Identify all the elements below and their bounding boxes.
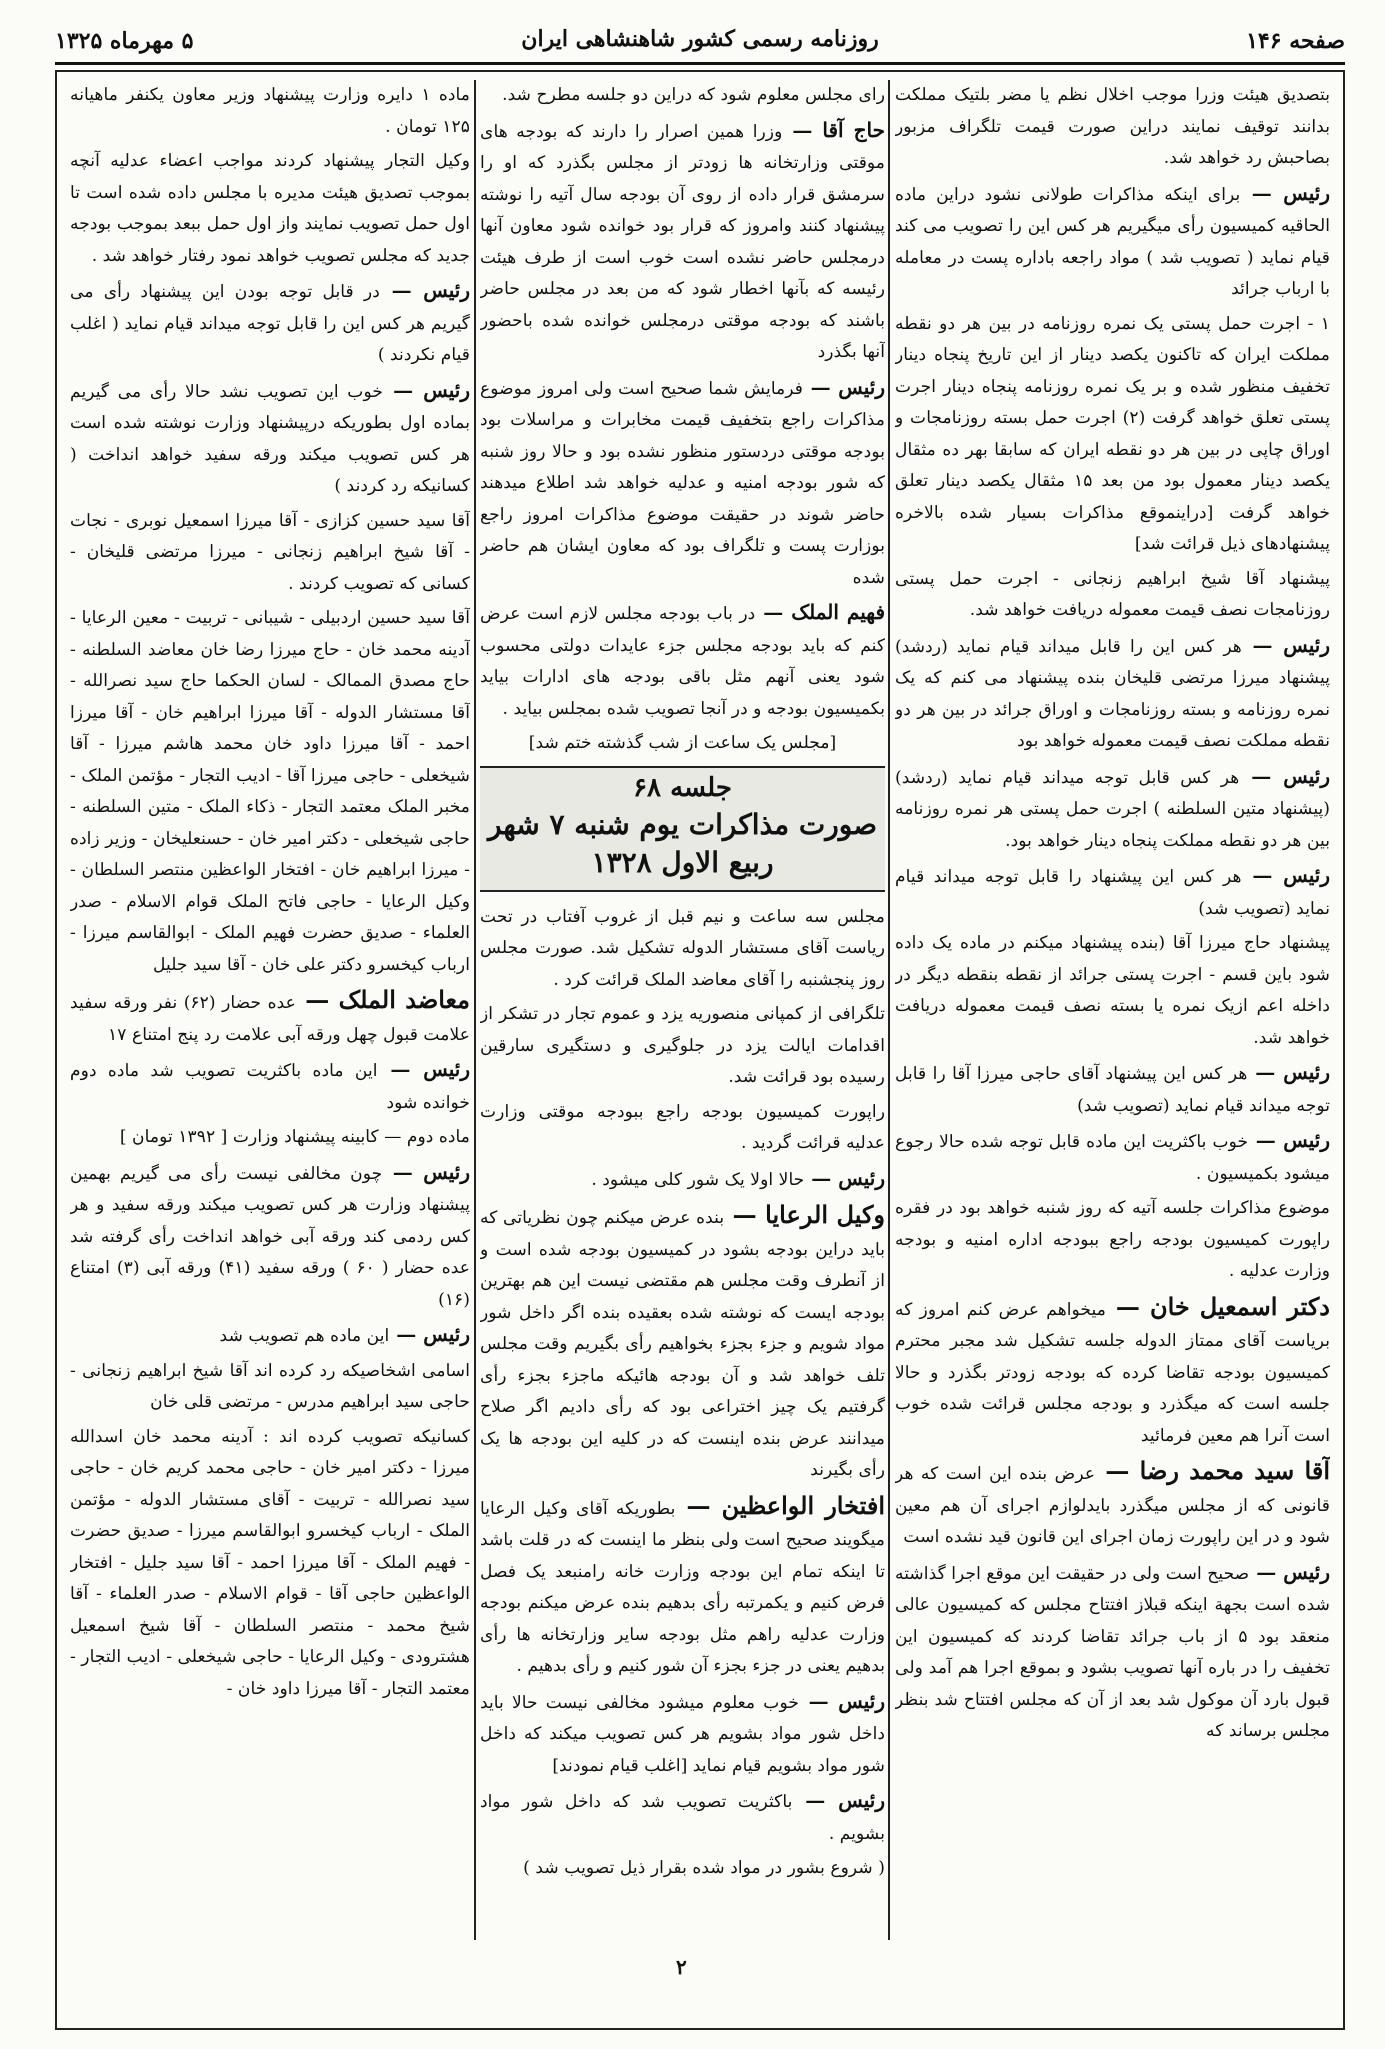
speaker-name: رئیس — <box>792 1788 885 1812</box>
paragraph-text: وزرا همین اصرار را دارند که بودجه های موقتی وزارتخانه ها زودتر از مجلس بگذرد که او را سرمشق قرار داده از روی آن بودجه سال آتیه را نوشته پیشنهاد کنند وامروز که قرار بود خوانده شود معاون آنها درمجلس حاضر نشده است خوب است از طرف هیئت رئیسه که بآنها اخطار شود که من بعد در مجلس حاضر باشند که بودجه موقتی درمجلس خوانده شده باحضور آنها بگذرد <box>480 121 885 362</box>
paragraph-text: هر کس این پیشنهاد آقای حاجی میرزا آقا را قابل توجه میداند قیام نماید (تصویب شد) <box>895 1064 1330 1116</box>
paragraph <box>895 1291 1330 1453</box>
issue-date: ۵ مهرماه ۱۳۲۵ <box>55 28 194 54</box>
paragraph <box>895 178 1330 306</box>
paragraph <box>480 1490 885 1683</box>
paragraph <box>480 1853 885 1885</box>
paragraph-text: مجلس سه ساعت و نیم قبل از غروب آفتاب در تحت ریاست آقای مستشار الدوله تشکیل شد. صورت مجلس روز پنجشنبه را آقای معاضد الملک قرائت کرد . <box>480 906 885 990</box>
speaker-name: رئیس — <box>379 278 470 302</box>
paragraph <box>895 1193 1330 1288</box>
paragraph-text: تلگرافی از کمپانی منصوریه یزد و عموم تجار در تشکر از اقدامات ایالت یزد در جلوگیری و دستگیری سارقین رسیده بود قرائت شد. <box>480 1004 885 1087</box>
paragraph-text: خوب باکثریت این ماده قابل توجه شده حالا رجوع میشود بکمیسیون . <box>895 1132 1330 1184</box>
speaker-name: رئیس — <box>382 1159 470 1184</box>
paragraph-text: اسامی اشخاصیکه رد کرده اند آقا شیخ ابراهیم زنجانی - حاجی سید ابراهیم مدرس - مرتضی قلی خان <box>70 1360 470 1412</box>
paragraph <box>70 1122 470 1154</box>
paragraph <box>480 1163 885 1197</box>
speaker-name: حاج آقا — <box>782 117 885 142</box>
page-label: صفحه ۱۴۶ <box>1246 28 1345 54</box>
paragraph-text: بطوریکه آقای وکیل الرعایا میگویند صحیح است ولی بنظر ما اینست که در قلت باشد تا اینکه تمام این بودجه وزارت خانه رامنبعد یک فصل فرض کنیم و یکمرتبه رأی بدهیم بنده عرض میکنم بودجه وزارت عدلیه راهم مثل بودجه سایر وزارتخانه ها رأی بدهیم یعنی در جزء بجزء آن شور کنیم و رأی بدهیم . <box>480 1498 885 1676</box>
session-number: جلسه ۶۸ <box>633 772 732 803</box>
paragraph-text: ۱ - اجرت حمل پستی یک نمره روزنامه در بین هر دو نقطه مملکت ایران که تاکنون یکصد دینار از این تاریخ پنجاه دینار تخفیف منظور شده و بر یک نمره روزنامه پنجاه دینار اجرت پستی تعلق خواهد گرفت (۲) اجرت حمل بسته روزنامجات و اوراق چاپی در بین هر دو نقطه ایران که سابقا بهر ده مثقال یکصد دینار معمول بود من بعد ۱۵ مثقال یکصد دینار تعلق خواهد گرفت [دراینموقع مذاکرات بسیار شده بالاخره پیشنهادهای ذیل قرائت شد] <box>895 313 1330 554</box>
speaker-name: رئیس — <box>382 377 470 402</box>
paragraph <box>70 1422 470 1706</box>
paragraph-text: برای اینکه مذاکرات طولانی نشود دراین ماده الحاقیه کمیسیون رأی میگیریم هر کس این را تصویب می کند قیام نماید ( تصویب شد ) مواد راجعه باداره پست در معامله با ارباب جرائد <box>895 184 1330 299</box>
speaker-name: رئیس — <box>389 1322 470 1346</box>
column-divider <box>474 80 476 1940</box>
paragraph-text: میخواهم عرض کنم امروز که بریاست آقای ممتاز الدوله جلسه تشکیل شد مجبر محترم کمیسیون بودجه تقاضا کرده که بودجه زودتر بگذرد و حالا جلسه است که میگذرد و بودجه مجلس قرائت شده خوب است آنرا هم معین فرمائید <box>895 1299 1330 1446</box>
speaker-name: فهیم الملک — <box>755 600 885 624</box>
newspaper-title: روزنامه رسمی کشور شاهنشاهی ایران <box>521 26 879 52</box>
speaker-name: رئیس — <box>377 1057 470 1081</box>
paragraph <box>895 564 1330 627</box>
paragraph-text: این ماده باکثریت تصویب شد ماده دوم خوانده شود <box>70 1061 470 1113</box>
paragraph-text: این ماده هم تصویب شد <box>219 1326 390 1346</box>
paragraph <box>70 1054 470 1119</box>
paragraph-text: در باب بودجه مجلس لازم است عرض کنم که باید بودجه مجلس جزء عایدات دولتی محسوب شود یعنی آنهم مثل باقی بودجه های ادارات بیاید بکمیسیون بودجه و در آنجا تصویب شده بمجلس بیاید . <box>480 604 885 719</box>
paragraph <box>480 1686 885 1783</box>
paragraph-text: چون مخالفی نیست رأی می گیریم بهمین پیشنهاد وزارت هر کس تصویب میکند ورقه سفید و هر کس ردمی کند ورقه آبی خواهد انداخت رأی گرفته شد عده حضار ( ۶۰ ) ورقه سفید (۴۱) ورقه آبی (۳) امتناع (۱۶) <box>70 1163 470 1310</box>
paragraph-text: خوب معلوم میشود مخالفی نیست حالا باید داخل شور مواد بشویم هر کس تصویب میکند که داخل شور مواد بشویم قیام نماید [اغلب قیام نمودند] <box>480 1692 885 1776</box>
speaker-name: رئیس — <box>798 1688 885 1713</box>
paragraph <box>895 309 1330 561</box>
speaker-name: دکتر اسمعیل خان — <box>1105 1291 1330 1321</box>
paragraph <box>70 275 470 372</box>
paragraph <box>895 630 1330 758</box>
paragraph-text: موضوع مذاکرات جلسه آتیه که روز شنبه خواهد بود در فقره راپورت کمیسیون بودجه راجع ببودجه اداره امنیه و بودجه وزارت عدلیه . <box>895 1198 1330 1281</box>
paragraph <box>895 928 1330 1054</box>
speaker-name: آقا سید محمد رضا — <box>1095 1456 1330 1485</box>
speaker-name: رئیس — <box>1239 763 1330 788</box>
paragraph-text: بتصدیق هیئت وزرا موجب اخلال نظم یا مضر بلتیک مملکت بدانند توقیف نمایند دراین صورت قیمت تلگراف مزبور بصاحبش رد خواهد شد. <box>895 85 1330 168</box>
paragraph-text: پیشنهاد آقا شیخ ابراهیم زنجانی - اجرت حمل پستی روزنامجات نصف قیمت معموله دریافت خواهد شد. <box>895 568 1330 620</box>
paragraph <box>480 1199 885 1487</box>
paragraph-text: پیشنهاد حاج میرزا آقا (بنده پیشنهاد میکنم در ماده یک داده شود باین قسم - اجرت پستی جرائد از نقطه بنقطه دیگر در داخله اعم ازیک نمره یا بسته نصف قیمت معموله دریافت خواهد شد. <box>895 933 1330 1048</box>
paragraph-text: فرمایش شما صحیح است ولی امروز موضوع مذاکرات راجع بتخفیف قیمت مخابرات و مراسلات بود بودجه موقتی دردستور منظور نشده بود و حالا روز شنبه که شور بودجه امنیه و عدلیه خواهد شد اطلاع میدهند حاضر شوند در حقیقت موضوع مذاکرات امروز راجع بوزارت پست و تلگراف بود که معاون ایشان هم حاضر شده <box>480 378 885 588</box>
column-center <box>480 80 885 1940</box>
paragraph <box>70 1319 470 1353</box>
paragraph <box>70 146 470 272</box>
paragraph <box>70 506 470 601</box>
paragraph <box>895 1455 1330 1554</box>
paragraph <box>480 115 885 369</box>
paragraph <box>70 80 470 143</box>
paragraph <box>480 80 885 112</box>
session-closing: [مجلس یک ساعت از شب گذشته ختم شد] <box>528 733 837 753</box>
page-header <box>55 20 1345 65</box>
paragraph-text: در قابل توجه بودن این پیشنهاد رأی می گیریم هر کس این را قابل توجه میداند قیام نماید ( اغلب قیام نکردند ) <box>70 282 470 365</box>
paragraph-text: هر کس این پیشنهاد را قابل توجه میداند قیام نماید (تصویب شد) <box>895 867 1330 919</box>
session-title: صورت مذاکرات یوم شنبه ۷ شهر ربیع الاول ۱۳۲۸ <box>487 807 878 879</box>
speaker-name: وکیل الرعایا — <box>724 1200 885 1229</box>
paragraph-text: خوب این تصویب نشد حالا رأی می گیریم بماده اول بطوریکه درپیشنهاد وزارت نوشته شده است هر کس تصویب میکند ورقه سفید خواهد انداخت ( کسانیکه رد کردند ) <box>70 381 470 496</box>
paragraph-text: راپورت کمیسیون بودجه راجع ببودجه موقتی وزارت عدلیه قرائت گردید . <box>480 1101 885 1153</box>
paragraph-text: ( شروع بشور در مواد شده بقرار ذیل تصویب شد ) <box>523 1858 885 1878</box>
column-divider <box>888 80 890 1940</box>
paragraph-text: عده حضار (۶۲) نفر ورقه سفید علامت قبول چهل ورقه آبی علامت رد پنج امتناع ۱۷ <box>70 993 470 1045</box>
speaker-name: افتخار الواعظین — <box>675 1490 885 1520</box>
paragraph-text: هر کس این را قابل میداند قیام نماید (ردشد) پیشنهاد میرزا مرتضی قلیخان بنده پیشنهاد می کنم که یک نمره روزنامه و بسته روزنامجات و اوراق جرائد در بین هر دو نقطه مملکت نصف قیمت معموله خواهد بود <box>895 636 1330 751</box>
speaker-name: رئیس — <box>1241 863 1330 887</box>
paragraph-text: باکثریت تصویب شد که داخل شور مواد بشویم . <box>480 1792 885 1844</box>
paragraph-text: عرض بنده این است که هر قانونی که از مجلس میگذرد بایدلوازم اجرای آن هم معین شود و در این راپورت زمان اجرای این قانون قید نشده است <box>895 1464 1330 1547</box>
paragraph-text: وکیل التجار پیشنهاد کردند مواجب اعضاء عدلیه آنچه بموجب تصدیق هیئت مدیره با مجلس داده شده است تا اول حمل تصویب نمایند واز اول حمل ببعد بموجب بودجه جدید که مجلس تصویب خواهد نمود رفتار خواهد شد . <box>70 151 470 266</box>
paragraph <box>895 80 1330 175</box>
column-left <box>70 80 470 1940</box>
paragraph <box>895 860 1330 925</box>
paragraph-text: حالا اولا یک شور کلی میشود . <box>591 1169 805 1190</box>
paragraph <box>480 372 885 595</box>
speaker-name: رئیس — <box>1241 632 1330 657</box>
paragraph <box>480 1097 885 1160</box>
paragraph-text: بنده عرض میکنم چون نظریاتی که باید دراین بودجه بشود در کمیسیون بودجه شده است و از آنطرف وقت مجلس هم مقتضی نیست این هم بهترین بودجه ایست که نوشته شده بعقیده بنده اگر داخل شور مواد شویم و جزء بجزء بخواهیم رأی بگیریم وقت مجلس تلف خواهد شد و آن بودجه هائیکه ماجزء بجزء رأی گرفتیم یک چیز اختراعی بود که رأی دادیم اگر صلاح میدانند عرض بنده اینست که در کلیه این بودجه ها یک رأی بگیرند <box>480 1208 885 1480</box>
paragraph <box>70 603 470 981</box>
paragraph <box>895 1557 1330 1748</box>
paragraph-text: آقا سید حسین اردبیلی - شیبانی - تربیت - معین الرعایا - آدینه محمد خان - حاج میرزا رضا خان معاضد السلطنه - حاج مصدق الممالک - لسان الحکما حاج سید نصرالله - آقا مستشار الدوله - آقا میرزا ابراهیم خان - آقا میرزا احمد - آقا میرزا داود خان محمد هاشم میرزا - آقا شیخعلی - حاجی میرزا آقا - ادیب التجار - مؤتمن الملک - مخبر الملک معتمد التجار - ذکاء الملک - متین السلطنه - حاجی شیخعلی - دکتر امیر خان - حسنعلیخان - وزیر زاده - میرزا ابراهیم خان - افتخار الواعظین منتصر السلطان - وکیل الرعایا - حاجی فاتح الملک قوام الاسلام - صدر العلماء - صدیق حضرت فهیم الملک - ابوالقاسم میرزا - ارباب کیخسرو دکتر علی خان - آقا سید جلیل <box>70 608 470 975</box>
speaker-name: رئیس — <box>804 1165 885 1190</box>
speaker-name: رئیس — <box>1247 1060 1330 1084</box>
paragraph <box>70 1356 470 1419</box>
paragraph <box>480 999 885 1094</box>
speaker-name: معاضد الملک — <box>295 985 470 1014</box>
page-number: ۲ <box>676 1955 687 1979</box>
column-right <box>895 80 1330 1940</box>
paragraph <box>895 1057 1330 1122</box>
paragraph <box>70 984 470 1051</box>
paragraph <box>70 1157 470 1317</box>
paragraph-text: کسانیکه تصویب کرده اند : آدینه محمد خان اسدالله میرزا - دکتر امیر خان - حاجی محمد کریم خان - حاجی سید نصرالله - تربیت - آقای مستشار الدوله - مؤتمن الملک - ارباب کیخسرو ابوالقاسم میرزا - صدیق حضرت - فهیم الملک - آقا میرزا احمد - آقا سید جلیل - افتخار الواعظین حاجی آقا - قوام الاسلام - صدر العلماء - آقا شیخ محمد - منتصر السلطان - آقا شیخ اسمعیل هشترودی - وکیل الرعایا - حاجی شیخعلی - ادیب التجار - معتمد التجار - آقا میرزا داود خان - <box>70 1426 470 1699</box>
paragraph <box>480 1785 885 1850</box>
paragraph <box>70 375 470 503</box>
session-heading <box>480 766 885 892</box>
paragraph-text: صحیح است ولی در حقیقت این موقع اجرا گذاشته شده است بجهة اینکه قبلاز افتتاح مجلس که کمیسیون عالی منعقد بود ۵ از باب جرائد تقاضا کردند که کمیسیون این تخفیف را در باره آنها تصویب بشود و بموقع اجرا هم آمد ولی قبول بارد آن موکول شد بعد از آن که مجلس افتتاح شد بنظر مجلس برساند که <box>895 1563 1330 1741</box>
paragraph-text: رای مجلس معلوم شود که دراین دو جلسه مطرح شد. <box>502 85 885 105</box>
paragraph <box>895 761 1330 858</box>
speaker-name: رئیس — <box>802 374 885 399</box>
paragraph-text: ماده دوم — کابینه پیشنهاد وزارت [ ۱۳۹۲ تومان ] <box>119 1127 470 1147</box>
speaker-name: رئیس — <box>1248 1128 1330 1152</box>
paragraph-text: آقا سید حسین کزازی - آقا میرزا اسمعیل نوبری - نجات - آقا شیخ ابراهیم زنجانی - میرزا مرتضی قلیخان - کسانی که تصویب کردند . <box>70 510 470 594</box>
speaker-name: رئیس — <box>1240 180 1330 205</box>
paragraph <box>480 902 885 997</box>
paragraph <box>480 597 885 725</box>
paragraph <box>895 1125 1330 1190</box>
speaker-name: رئیس — <box>1249 1559 1330 1584</box>
paragraph-text: هر کس قابل توجه میداند قیام نماید (ردشد) (پیشنهاد متین السلطنه ) اجرت حمل پستی هر نمره روزنامه بین هر دو نقطه مملکت پنجاه دینار خواهد بود. <box>895 767 1330 851</box>
paragraph-text: ماده ۱ دایره وزارت پیشنهاد وزیر معاون یکنفر ماهیانه ۱۲۵ تومان . <box>70 85 470 137</box>
